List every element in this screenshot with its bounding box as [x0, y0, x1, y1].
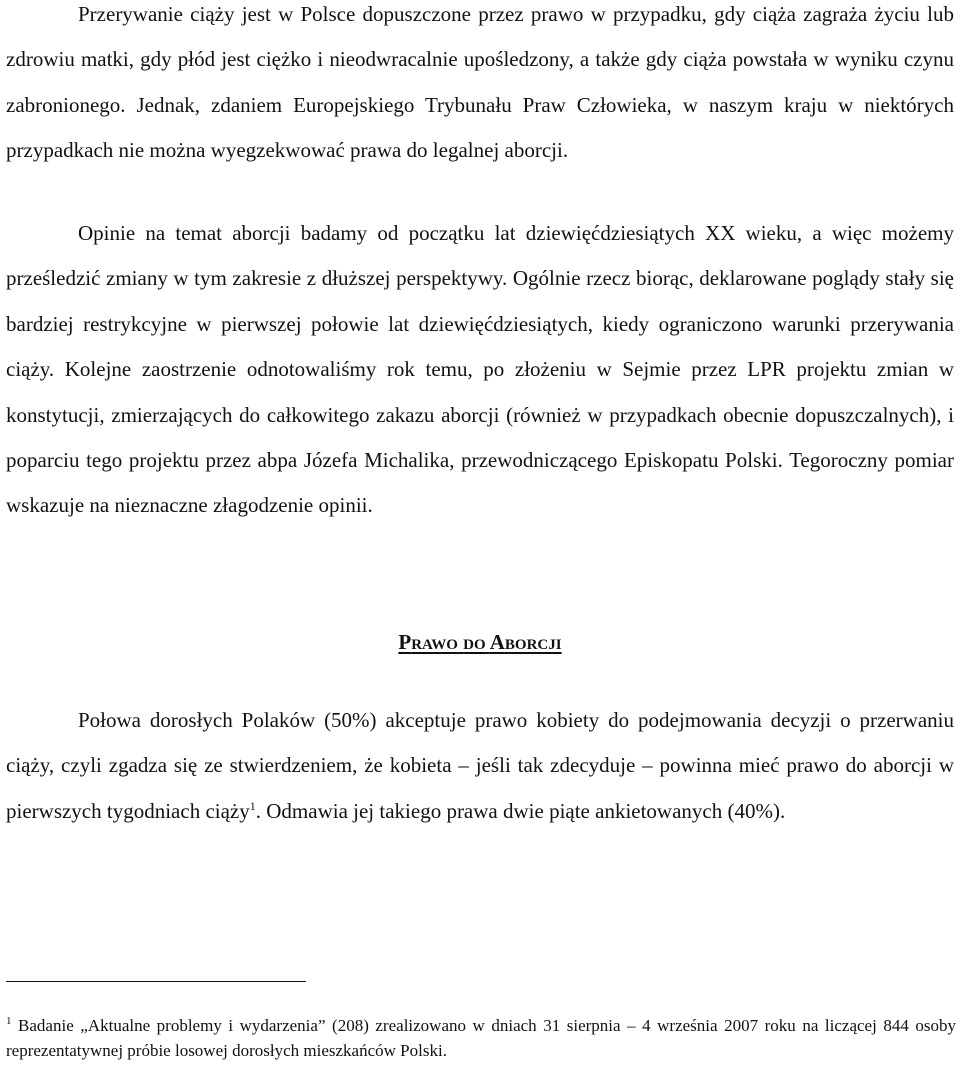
heading-word-2: DO	[463, 637, 486, 653]
heading-word-1-rest: RAWO	[411, 637, 458, 653]
paragraph-legal-context: Przerywanie ciąży jest w Polsce dopuszczone przez prawo w przypadku, gdy ciąża zagraża życiu lub zdrowiu matki, gdy płód jest ciężko i nieodwracalnie upośledzony, a także gdy ciąża powstała w wyniku czynu zabronionego. Jednak, zdaniem Europejskiego Trybunału Praw Człowieka, w naszym kraju w niektórych przypadkach nie można wyegzekwować prawa do legalnej aborcji.	[6, 2, 954, 163]
footnote-text: Badanie „Aktualne problemy i wydarzenia” (208) zrealizowano w dniach 31 sierpnia – 4 września 2007 roku na liczącej 844 osoby reprezentatywnej próbie losowej dorosłych mieszkańców Polski.	[6, 1016, 956, 1060]
paragraph-abortion-right	[6, 698, 954, 834]
section-heading	[0, 628, 960, 659]
footnote-marker: 1	[6, 1015, 12, 1027]
heading-word-1-initial: P	[398, 630, 412, 654]
paragraph-abortion-right-text: Połowa dorosłych Polaków (50%) akceptuje prawo kobiety do podejmowania decyzji o przerwaniu ciąży, czyli zgadza się ze stwierdzeniem, że kobieta – jeśli tak zdecyduje – powinna mieć prawo do aborcji w pierwszych tygodniach ciąży	[6, 708, 954, 823]
heading-word-3-rest: BORCJI	[504, 637, 562, 653]
heading-word-3-initial: A	[489, 630, 505, 654]
paragraph-opinion-trends: Opinie na temat aborcji badamy od początku lat dziewięćdziesiątych XX wieku, a więc możemy prześledzić zmiany w tym zakresie z dłuższej perspektywy. Ogólnie rzecz biorąc, deklarowane poglądy stały się bardziej restrykcyjne w pierwszej połowie lat dziewięćdziesiątych, kiedy ograniczono warunki przerywania ciąży. Kolejne zaostrzenie odnotowaliśmy rok temu, po złożeniu w Sejmie przez LPR projektu zmian w konstytucji, zmierzających do całkowitego zakazu aborcji (również w przypadkach obecnie dopuszczalnych), i poparciu tego projektu przez abpa Józefa Michalika, przewodniczącego Episkopatu Polski. Tegoroczny pomiar wskazuje na nieznaczne złagodzenie opinii.	[6, 221, 954, 518]
footnote-reference: 1	[249, 798, 256, 813]
paragraph-abortion-right-tail: . Odmawia jej takiego prawa dwie piąte ankietowanych (40%).	[255, 798, 786, 823]
footnote-separator	[6, 981, 306, 982]
footnote	[6, 1013, 956, 1063]
